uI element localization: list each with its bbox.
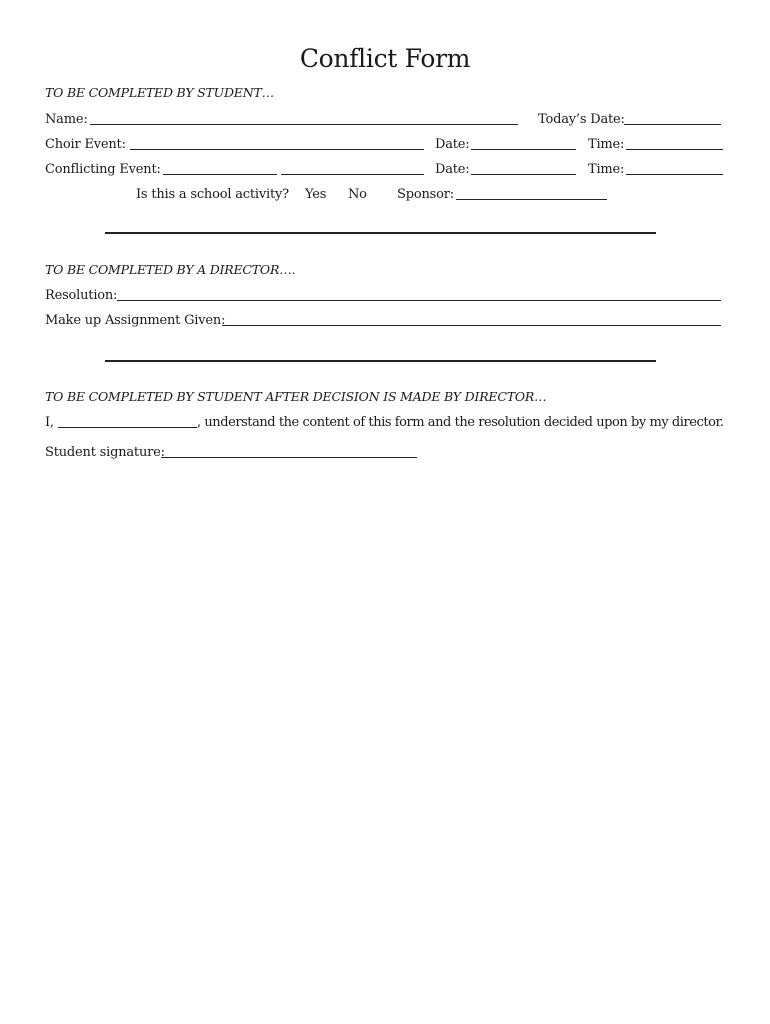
makeup-assignment-field[interactable]	[222, 325, 721, 326]
conflicting-event-label: Conflicting Event:	[45, 162, 161, 177]
conflict-time-field[interactable]	[626, 174, 723, 175]
section-divider	[105, 232, 656, 234]
section-divider	[105, 360, 656, 362]
conflict-date-label: Date:	[435, 162, 470, 177]
student-signature-field[interactable]	[161, 457, 417, 458]
decision-section-heading: TO BE COMPLETED BY STUDENT AFTER DECISION IS MADE BY DIRECTOR…	[45, 389, 547, 404]
student-section-heading: TO BE COMPLETED BY STUDENT…	[45, 85, 274, 100]
conflict-time-label: Time:	[588, 162, 625, 177]
choir-event-field[interactable]	[130, 149, 424, 150]
sponsor-field[interactable]	[456, 199, 607, 200]
choir-date-label: Date:	[435, 137, 470, 152]
todays-date-field[interactable]	[624, 124, 721, 125]
school-activity-question: Is this a school activity?	[136, 187, 289, 202]
resolution-label: Resolution:	[45, 288, 118, 303]
student-signature-label: Student signature:	[45, 445, 165, 460]
name-field[interactable]	[90, 124, 518, 125]
choir-time-label: Time:	[588, 137, 625, 152]
choir-event-label: Choir Event:	[45, 137, 126, 152]
name-label: Name:	[45, 112, 88, 127]
choir-time-field[interactable]	[626, 149, 723, 150]
form-title: Conflict Form	[299, 44, 471, 73]
statement-text: , understand the content of this form and the resolution decided upon by my director.	[197, 415, 724, 430]
conflicting-event-field[interactable]	[163, 174, 277, 175]
sponsor-label: Sponsor:	[397, 187, 454, 202]
statement-prefix: I,	[45, 415, 54, 430]
student-name-field[interactable]	[58, 427, 197, 428]
conflicting-event-field-2[interactable]	[281, 174, 424, 175]
resolution-field[interactable]	[117, 300, 721, 301]
yes-option[interactable]: Yes	[305, 187, 327, 202]
director-section-heading: TO BE COMPLETED BY A DIRECTOR….	[45, 262, 296, 277]
makeup-assignment-label: Make up Assignment Given:	[45, 313, 226, 328]
choir-date-field[interactable]	[471, 149, 576, 150]
conflict-date-field[interactable]	[471, 174, 576, 175]
todays-date-label: Today’s Date:	[538, 112, 625, 127]
no-option[interactable]: No	[348, 187, 367, 202]
